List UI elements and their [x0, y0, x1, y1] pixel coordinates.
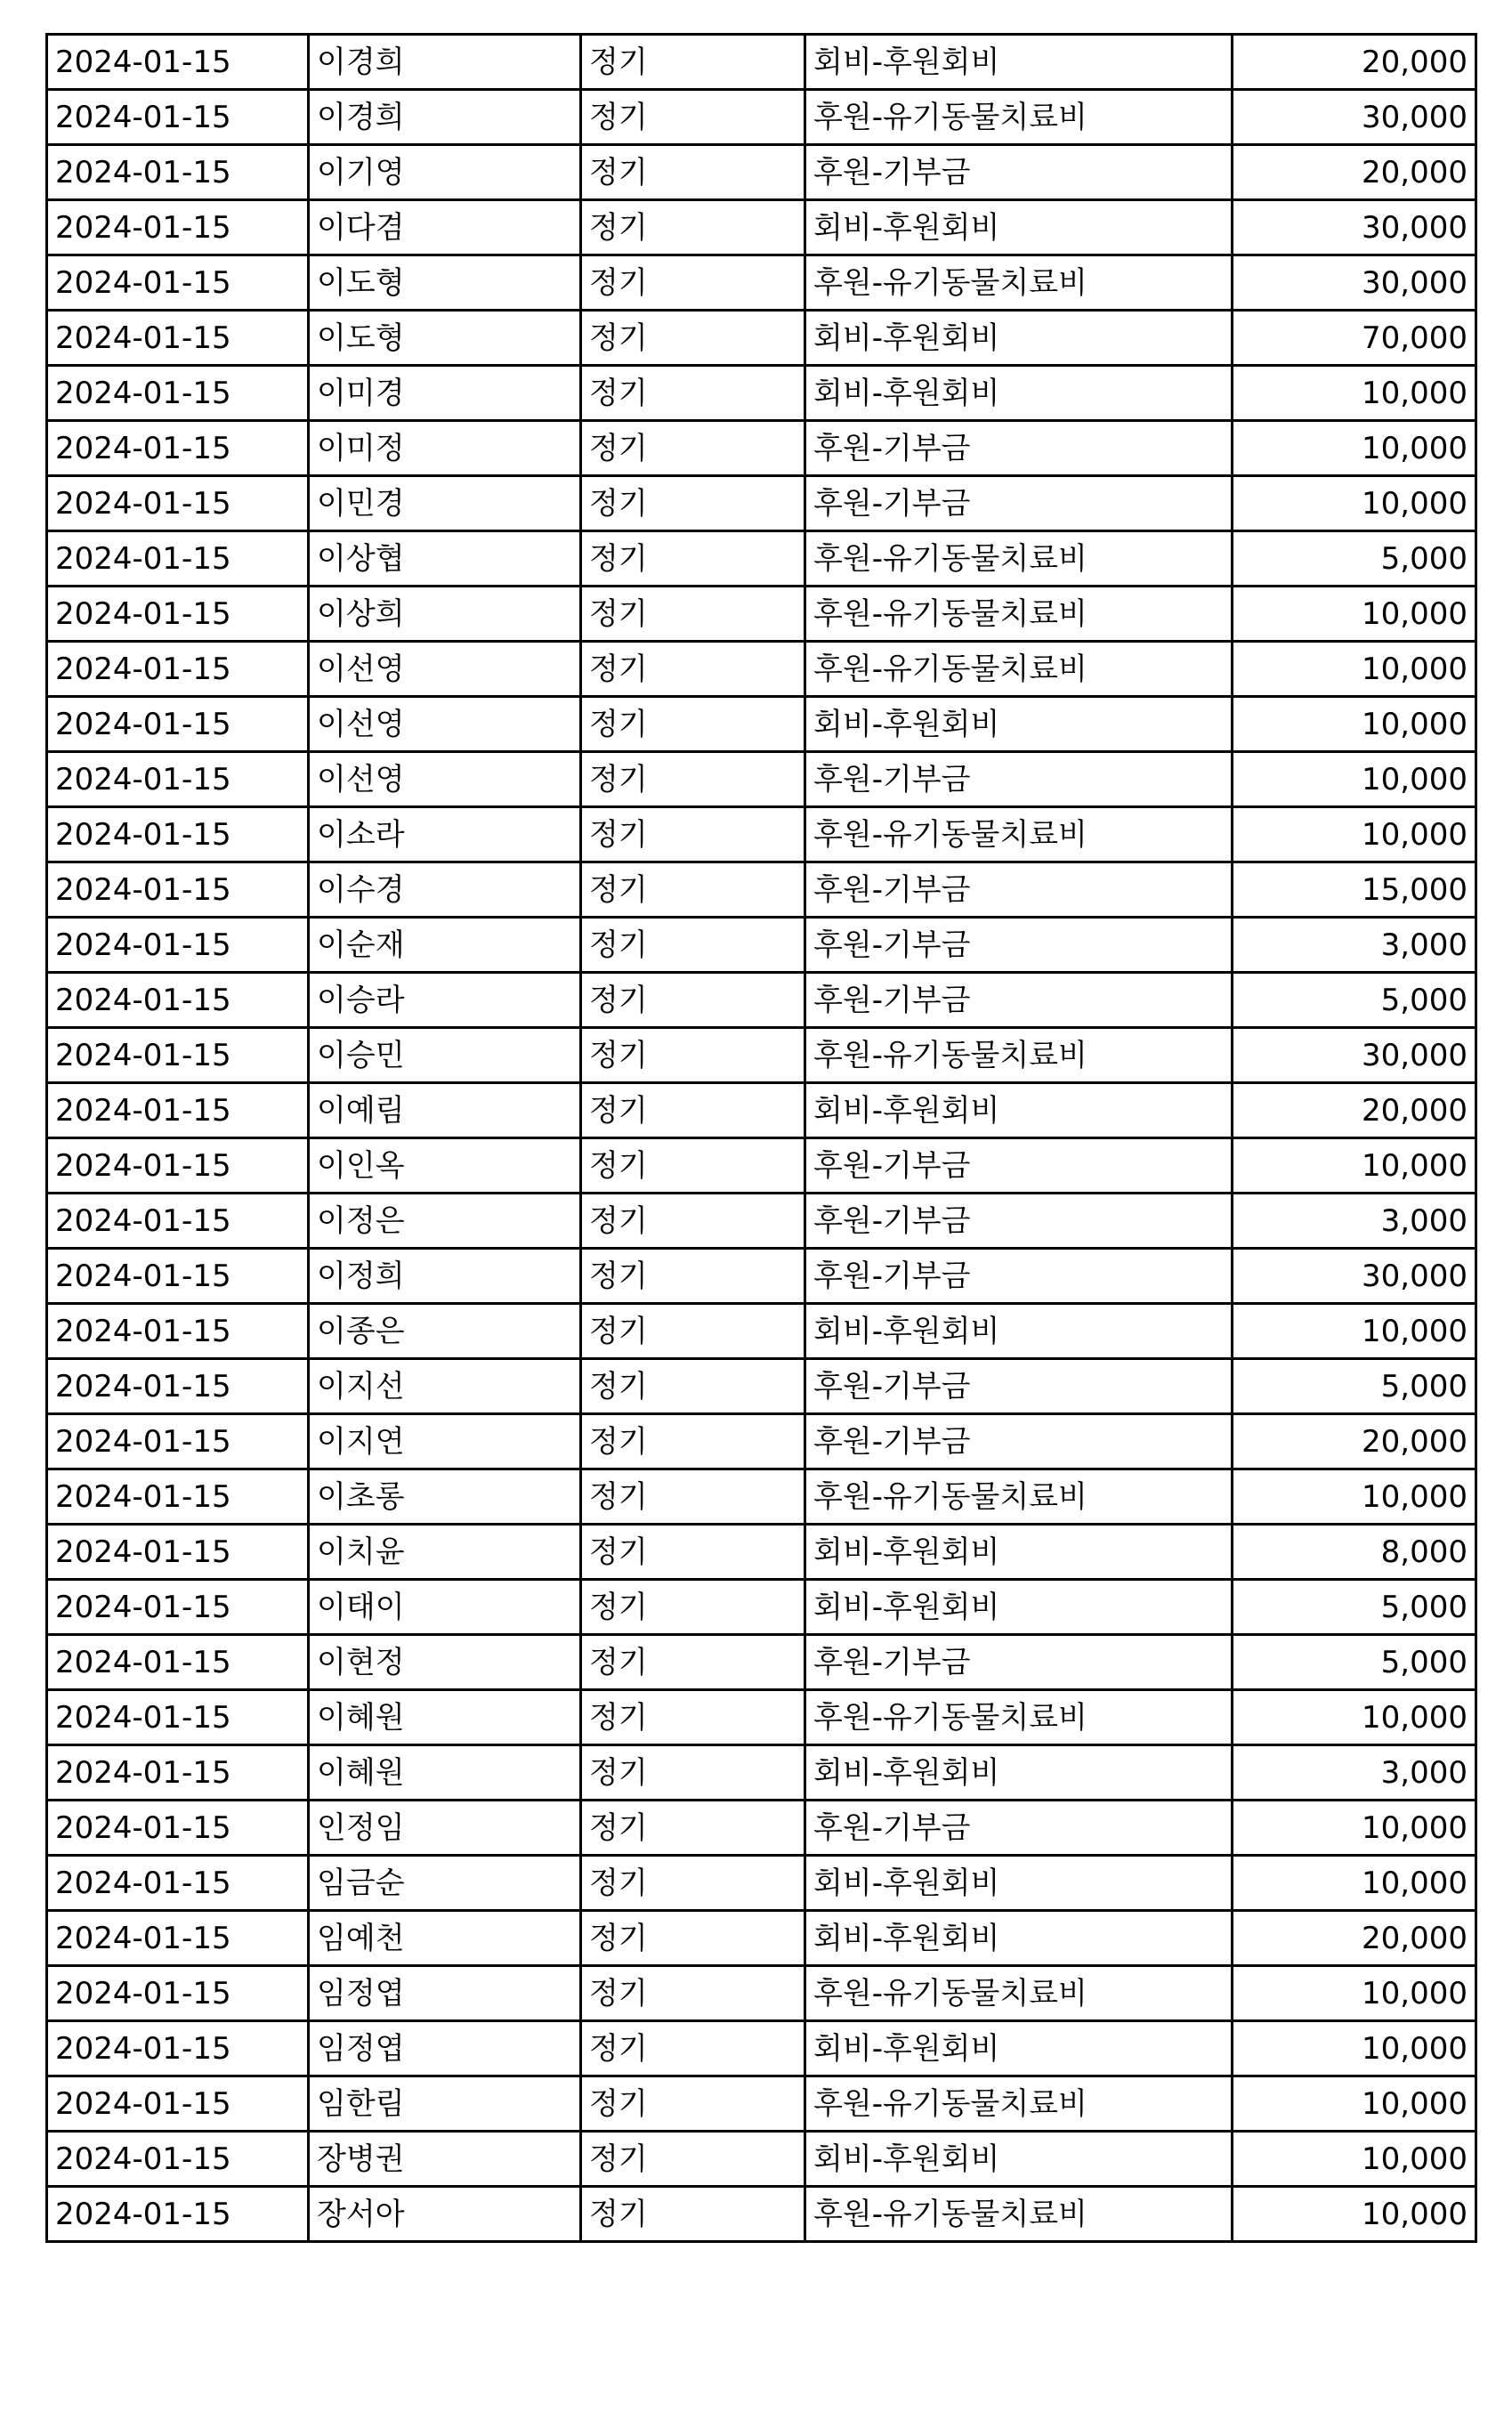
- date-cell: 2024-01-15: [47, 1580, 309, 1635]
- date-cell: 2024-01-15: [47, 2021, 309, 2076]
- amount-cell: 3,000: [1233, 1745, 1476, 1801]
- date-cell: 2024-01-15: [47, 1745, 309, 1801]
- category-cell: 회비-후원회비: [805, 200, 1233, 255]
- amount-cell: 10,000: [1233, 1856, 1476, 1911]
- category-cell: 회비-후원회비: [805, 2021, 1233, 2076]
- type-cell: 정기: [581, 531, 805, 587]
- category-cell: 후원-기부금: [805, 1635, 1233, 1690]
- amount-cell: 3,000: [1233, 1194, 1476, 1249]
- category-cell: 회비-후원회비: [805, 1911, 1233, 1966]
- date-cell: 2024-01-15: [47, 421, 309, 476]
- table-row: [47, 2132, 1476, 2187]
- name-cell: 이승라: [309, 973, 581, 1028]
- amount-cell: 20,000: [1233, 35, 1476, 90]
- name-cell: 이소라: [309, 807, 581, 862]
- category-cell: 후원-기부금: [805, 1414, 1233, 1469]
- category-cell: 회비-후원회비: [805, 366, 1233, 421]
- name-cell: 이기영: [309, 145, 581, 200]
- name-cell: 이정은: [309, 1194, 581, 1249]
- category-cell: 회비-후원회비: [805, 1525, 1233, 1580]
- category-cell: 후원-기부금: [805, 752, 1233, 807]
- date-cell: 2024-01-15: [47, 311, 309, 366]
- category-cell: 후원-유기동물치료비: [805, 1469, 1233, 1525]
- table-row: [47, 1525, 1476, 1580]
- category-cell: 후원-유기동물치료비: [805, 642, 1233, 697]
- category-cell: 후원-유기동물치료비: [805, 90, 1233, 145]
- type-cell: 정기: [581, 2021, 805, 2076]
- date-cell: 2024-01-15: [47, 1469, 309, 1525]
- name-cell: 이민경: [309, 476, 581, 531]
- amount-cell: 30,000: [1233, 90, 1476, 145]
- type-cell: 정기: [581, 1911, 805, 1966]
- type-cell: 정기: [581, 366, 805, 421]
- date-cell: 2024-01-15: [47, 2132, 309, 2187]
- name-cell: 임정엽: [309, 1966, 581, 2021]
- type-cell: 정기: [581, 2132, 805, 2187]
- category-cell: 회비-후원회비: [805, 311, 1233, 366]
- type-cell: 정기: [581, 476, 805, 531]
- table-row: [47, 1690, 1476, 1745]
- category-cell: 후원-유기동물치료비: [805, 1028, 1233, 1083]
- category-cell: 회비-후원회비: [805, 1856, 1233, 1911]
- type-cell: 정기: [581, 862, 805, 918]
- amount-cell: 3,000: [1233, 918, 1476, 973]
- category-cell: 후원-유기동물치료비: [805, 1690, 1233, 1745]
- date-cell: 2024-01-15: [47, 1525, 309, 1580]
- name-cell: 이혜원: [309, 1690, 581, 1745]
- type-cell: 정기: [581, 311, 805, 366]
- amount-cell: 10,000: [1233, 2132, 1476, 2187]
- date-cell: 2024-01-15: [47, 1138, 309, 1194]
- type-cell: 정기: [581, 1304, 805, 1359]
- amount-cell: 10,000: [1233, 2076, 1476, 2132]
- type-cell: 정기: [581, 918, 805, 973]
- category-cell: 회비-후원회비: [805, 1304, 1233, 1359]
- name-cell: 이초롱: [309, 1469, 581, 1525]
- date-cell: 2024-01-15: [47, 1635, 309, 1690]
- amount-cell: 10,000: [1233, 1801, 1476, 1856]
- date-cell: 2024-01-15: [47, 1083, 309, 1138]
- amount-cell: 10,000: [1233, 697, 1476, 752]
- date-cell: 2024-01-15: [47, 1856, 309, 1911]
- name-cell: 이예림: [309, 1083, 581, 1138]
- table-row: [47, 200, 1476, 255]
- table-row: [47, 531, 1476, 587]
- type-cell: 정기: [581, 1249, 805, 1304]
- amount-cell: 10,000: [1233, 587, 1476, 642]
- category-cell: 회비-후원회비: [805, 1580, 1233, 1635]
- table-row: [47, 1083, 1476, 1138]
- category-cell: 후원-유기동물치료비: [805, 2187, 1233, 2242]
- name-cell: 이종은: [309, 1304, 581, 1359]
- amount-cell: 30,000: [1233, 200, 1476, 255]
- type-cell: 정기: [581, 1359, 805, 1414]
- type-cell: 정기: [581, 1801, 805, 1856]
- type-cell: 정기: [581, 1580, 805, 1635]
- category-cell: 후원-유기동물치료비: [805, 1966, 1233, 2021]
- name-cell: 이선영: [309, 697, 581, 752]
- table-row: [47, 1469, 1476, 1525]
- category-cell: 후원-기부금: [805, 1138, 1233, 1194]
- table-row: [47, 1745, 1476, 1801]
- type-cell: 정기: [581, 1966, 805, 2021]
- type-cell: 정기: [581, 90, 805, 145]
- date-cell: 2024-01-15: [47, 973, 309, 1028]
- amount-cell: 10,000: [1233, 476, 1476, 531]
- table-row: [47, 311, 1476, 366]
- table-row: [47, 1138, 1476, 1194]
- amount-cell: 10,000: [1233, 366, 1476, 421]
- date-cell: 2024-01-15: [47, 531, 309, 587]
- amount-cell: 20,000: [1233, 1083, 1476, 1138]
- date-cell: 2024-01-15: [47, 807, 309, 862]
- table-row: [47, 1028, 1476, 1083]
- category-cell: 후원-기부금: [805, 918, 1233, 973]
- table-row: [47, 752, 1476, 807]
- type-cell: 정기: [581, 973, 805, 1028]
- date-cell: 2024-01-15: [47, 1801, 309, 1856]
- name-cell: 장병권: [309, 2132, 581, 2187]
- name-cell: 임예천: [309, 1911, 581, 1966]
- category-cell: 회비-후원회비: [805, 1745, 1233, 1801]
- table-row: [47, 587, 1476, 642]
- date-cell: 2024-01-15: [47, 918, 309, 973]
- amount-cell: 10,000: [1233, 642, 1476, 697]
- name-cell: 이상희: [309, 587, 581, 642]
- table-row: [47, 862, 1476, 918]
- date-cell: 2024-01-15: [47, 476, 309, 531]
- amount-cell: 8,000: [1233, 1525, 1476, 1580]
- name-cell: 이지선: [309, 1359, 581, 1414]
- table-row: [47, 697, 1476, 752]
- type-cell: 정기: [581, 1469, 805, 1525]
- category-cell: 후원-기부금: [805, 476, 1233, 531]
- amount-cell: 30,000: [1233, 255, 1476, 311]
- date-cell: 2024-01-15: [47, 366, 309, 421]
- name-cell: 이인옥: [309, 1138, 581, 1194]
- date-cell: 2024-01-15: [47, 35, 309, 90]
- amount-cell: 30,000: [1233, 1249, 1476, 1304]
- date-cell: 2024-01-15: [47, 255, 309, 311]
- type-cell: 정기: [581, 587, 805, 642]
- type-cell: 정기: [581, 35, 805, 90]
- name-cell: 이태이: [309, 1580, 581, 1635]
- amount-cell: 70,000: [1233, 311, 1476, 366]
- name-cell: 이정희: [309, 1249, 581, 1304]
- type-cell: 정기: [581, 421, 805, 476]
- date-cell: 2024-01-15: [47, 587, 309, 642]
- name-cell: 이치윤: [309, 1525, 581, 1580]
- type-cell: 정기: [581, 642, 805, 697]
- category-cell: 후원-유기동물치료비: [805, 587, 1233, 642]
- name-cell: 이도형: [309, 311, 581, 366]
- amount-cell: 10,000: [1233, 1690, 1476, 1745]
- type-cell: 정기: [581, 145, 805, 200]
- name-cell: 이미경: [309, 366, 581, 421]
- table-row: [47, 642, 1476, 697]
- name-cell: 이선영: [309, 752, 581, 807]
- name-cell: 이경희: [309, 35, 581, 90]
- amount-cell: 20,000: [1233, 145, 1476, 200]
- type-cell: 정기: [581, 1745, 805, 1801]
- name-cell: 이경희: [309, 90, 581, 145]
- name-cell: 임한림: [309, 2076, 581, 2132]
- table-row: [47, 1359, 1476, 1414]
- type-cell: 정기: [581, 200, 805, 255]
- table-row: [47, 366, 1476, 421]
- date-cell: 2024-01-15: [47, 1911, 309, 1966]
- type-cell: 정기: [581, 1194, 805, 1249]
- category-cell: 후원-기부금: [805, 421, 1233, 476]
- type-cell: 정기: [581, 752, 805, 807]
- table-row: [47, 1194, 1476, 1249]
- category-cell: 후원-기부금: [805, 145, 1233, 200]
- category-cell: 후원-기부금: [805, 1194, 1233, 1249]
- table-row: [47, 35, 1476, 90]
- table-row: [47, 476, 1476, 531]
- table-row: [47, 807, 1476, 862]
- name-cell: 장서아: [309, 2187, 581, 2242]
- amount-cell: 5,000: [1233, 1359, 1476, 1414]
- category-cell: 후원-유기동물치료비: [805, 255, 1233, 311]
- table-row: [47, 1801, 1476, 1856]
- category-cell: 회비-후원회비: [805, 2132, 1233, 2187]
- name-cell: 이혜원: [309, 1745, 581, 1801]
- date-cell: 2024-01-15: [47, 1690, 309, 1745]
- type-cell: 정기: [581, 1856, 805, 1911]
- name-cell: 이상협: [309, 531, 581, 587]
- date-cell: 2024-01-15: [47, 752, 309, 807]
- amount-cell: 15,000: [1233, 862, 1476, 918]
- type-cell: 정기: [581, 1138, 805, 1194]
- table-row: [47, 1580, 1476, 1635]
- table-row: [47, 2021, 1476, 2076]
- table-row: [47, 973, 1476, 1028]
- date-cell: 2024-01-15: [47, 2187, 309, 2242]
- amount-cell: 10,000: [1233, 752, 1476, 807]
- table-row: [47, 2076, 1476, 2132]
- type-cell: 정기: [581, 1690, 805, 1745]
- amount-cell: 10,000: [1233, 2187, 1476, 2242]
- type-cell: 정기: [581, 807, 805, 862]
- table-row: [47, 1304, 1476, 1359]
- type-cell: 정기: [581, 697, 805, 752]
- date-cell: 2024-01-15: [47, 1359, 309, 1414]
- type-cell: 정기: [581, 1028, 805, 1083]
- table-row: [47, 1414, 1476, 1469]
- table-row: [47, 421, 1476, 476]
- amount-cell: 5,000: [1233, 531, 1476, 587]
- category-cell: 회비-후원회비: [805, 35, 1233, 90]
- table-row: [47, 918, 1476, 973]
- date-cell: 2024-01-15: [47, 1249, 309, 1304]
- name-cell: 임정엽: [309, 2021, 581, 2076]
- name-cell: 이다겸: [309, 200, 581, 255]
- date-cell: 2024-01-15: [47, 1966, 309, 2021]
- type-cell: 정기: [581, 255, 805, 311]
- table-row: [47, 90, 1476, 145]
- category-cell: 후원-기부금: [805, 1359, 1233, 1414]
- amount-cell: 10,000: [1233, 421, 1476, 476]
- amount-cell: 20,000: [1233, 1414, 1476, 1469]
- type-cell: 정기: [581, 1083, 805, 1138]
- amount-cell: 20,000: [1233, 1911, 1476, 1966]
- category-cell: 후원-기부금: [805, 973, 1233, 1028]
- amount-cell: 10,000: [1233, 1138, 1476, 1194]
- date-cell: 2024-01-15: [47, 200, 309, 255]
- date-cell: 2024-01-15: [47, 2076, 309, 2132]
- name-cell: 이승민: [309, 1028, 581, 1083]
- category-cell: 후원-기부금: [805, 862, 1233, 918]
- amount-cell: 10,000: [1233, 2021, 1476, 2076]
- table-row: [47, 255, 1476, 311]
- table-row: [47, 2187, 1476, 2242]
- category-cell: 후원-유기동물치료비: [805, 2076, 1233, 2132]
- type-cell: 정기: [581, 2187, 805, 2242]
- name-cell: 이순재: [309, 918, 581, 973]
- donation-ledger-table: [45, 33, 1477, 2243]
- amount-cell: 10,000: [1233, 807, 1476, 862]
- amount-cell: 30,000: [1233, 1028, 1476, 1083]
- name-cell: 인정임: [309, 1801, 581, 1856]
- amount-cell: 10,000: [1233, 1304, 1476, 1359]
- category-cell: 후원-유기동물치료비: [805, 531, 1233, 587]
- date-cell: 2024-01-15: [47, 642, 309, 697]
- category-cell: 후원-기부금: [805, 1801, 1233, 1856]
- date-cell: 2024-01-15: [47, 1304, 309, 1359]
- type-cell: 정기: [581, 1635, 805, 1690]
- date-cell: 2024-01-15: [47, 1028, 309, 1083]
- date-cell: 2024-01-15: [47, 862, 309, 918]
- name-cell: 이선영: [309, 642, 581, 697]
- amount-cell: 5,000: [1233, 1635, 1476, 1690]
- date-cell: 2024-01-15: [47, 1414, 309, 1469]
- name-cell: 이현정: [309, 1635, 581, 1690]
- name-cell: 이수경: [309, 862, 581, 918]
- date-cell: 2024-01-15: [47, 697, 309, 752]
- category-cell: 후원-유기동물치료비: [805, 807, 1233, 862]
- type-cell: 정기: [581, 1414, 805, 1469]
- type-cell: 정기: [581, 2076, 805, 2132]
- table-row: [47, 1249, 1476, 1304]
- category-cell: 회비-후원회비: [805, 1083, 1233, 1138]
- amount-cell: 10,000: [1233, 1469, 1476, 1525]
- name-cell: 이지연: [309, 1414, 581, 1469]
- amount-cell: 5,000: [1233, 1580, 1476, 1635]
- table-row: [47, 145, 1476, 200]
- name-cell: 이미정: [309, 421, 581, 476]
- category-cell: 회비-후원회비: [805, 697, 1233, 752]
- date-cell: 2024-01-15: [47, 90, 309, 145]
- type-cell: 정기: [581, 1525, 805, 1580]
- amount-cell: 10,000: [1233, 1966, 1476, 2021]
- date-cell: 2024-01-15: [47, 145, 309, 200]
- name-cell: 임금순: [309, 1856, 581, 1911]
- category-cell: 후원-기부금: [805, 1249, 1233, 1304]
- amount-cell: 5,000: [1233, 973, 1476, 1028]
- table-row: [47, 1856, 1476, 1911]
- ledger-body: [47, 35, 1476, 2242]
- table-row: [47, 1966, 1476, 2021]
- table-row: [47, 1911, 1476, 1966]
- date-cell: 2024-01-15: [47, 1194, 309, 1249]
- name-cell: 이도형: [309, 255, 581, 311]
- table-row: [47, 1635, 1476, 1690]
